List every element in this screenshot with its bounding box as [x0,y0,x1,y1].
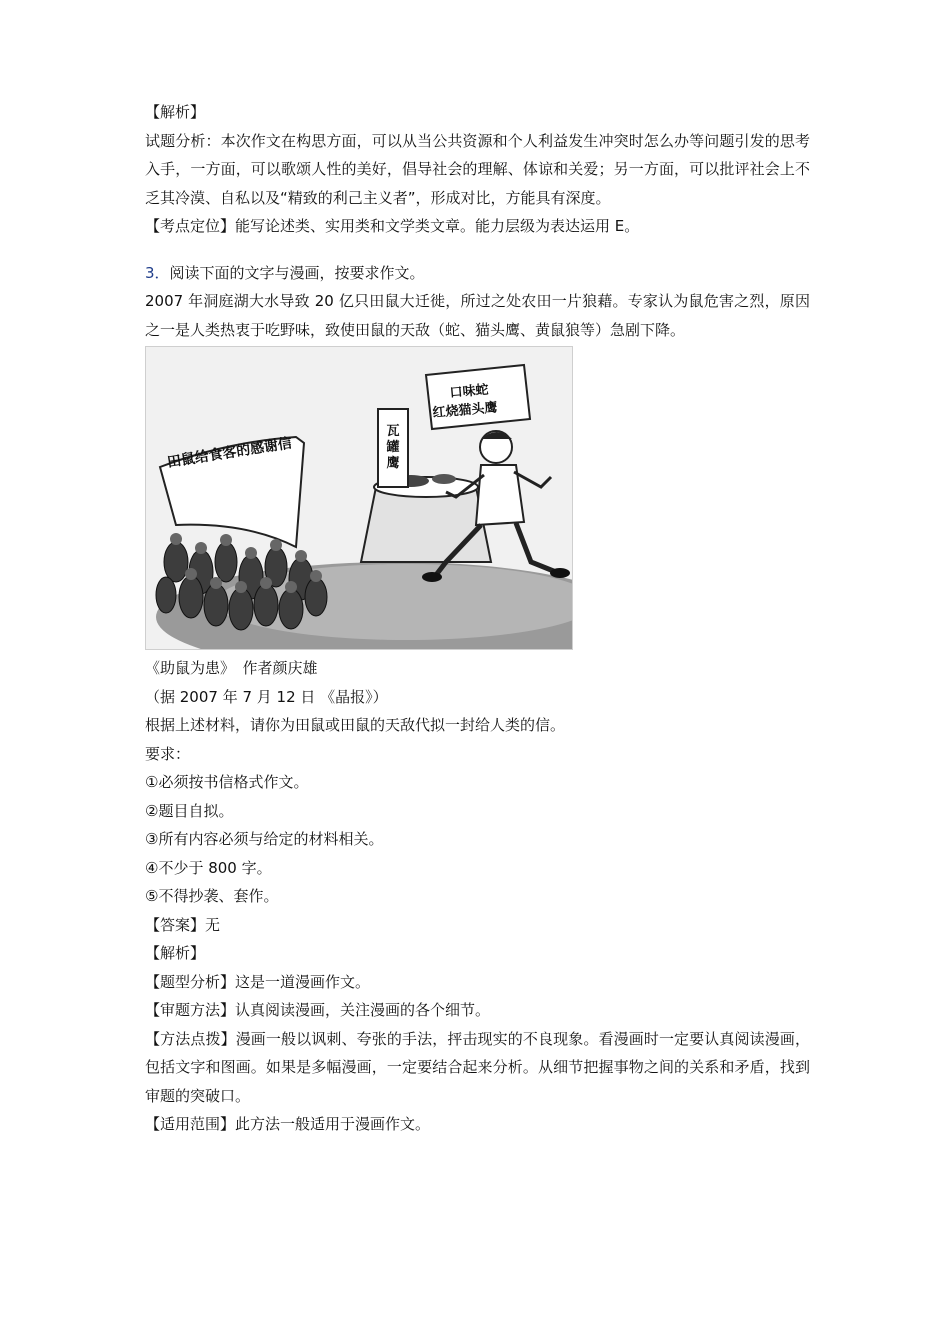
requirement-item: ③所有内容必须与给定的材料相关。 [145,830,384,848]
document-page [145,98,810,1139]
material-paragraph: 2007 年洞庭湖大水导致 20 亿只田鼠大迁徙，所过之处农田一片狼藉。专家认为鼠危害之烈，原因之一是人类热衷于吃野味，致使田鼠的天敌（蛇、猫头鹰、黄鼠狼等）急剧下降。 [145,292,810,339]
cartoon-figure [145,346,573,650]
type-analysis-line: 【题型分析】这是一道漫画作文。 [145,972,371,991]
cartoon-source: （据 2007 年 7 月 12 日 《晶报》） [145,687,388,706]
answer-line: 【答案】无 [145,915,221,934]
cartoon-sign-right-line2: 红烧猫头鹰 [432,400,499,421]
question-3-prompt [145,259,810,288]
kaodian-line: 【考点定位】能写论述类、实用类和文学类文章。能力层级为表达运用 E。 [145,217,640,235]
scope-line: 【适用范围】此方法一般适用于漫画作文。 [145,1115,431,1133]
requirement-item: ⑤不得抄袭、套作。 [145,887,279,905]
analysis-paragraph: 试题分析：本次作文在构思方面，可以从当公共资源和个人利益发生冲突时怎么办等问题引发的思考入手，一方面，可以歌颂人性的美好，倡导社会的理解、体谅和关爱；另一方面，可以批评社会上不乏其冷漠、自私以及“精致的利己主义者”，形成对比，方能具有深度。 [145,131,810,207]
cartoon-image [146,347,572,649]
cartoon-caption: 《助鼠为患》 作者颜庆雄 [145,659,318,677]
requirements-heading: 要求： [145,744,191,763]
analysis-heading: 【解析】 [145,103,206,121]
question-prompt-text: 阅读下面的文字与漫画，按要求作文。 [169,263,425,282]
cartoon-banner: 田鼠给食客的感谢信 [166,435,294,471]
cartoon-sign-right-line1: 口味蛇 [449,382,490,401]
method-tips-paragraph: 【方法点拨】漫画一般以讽刺、夸张的手法，抨击现实的不良现象。看漫画时一定要认真阅读漫画，包括文字和图画。如果是多幅漫画，一定要结合起来分析。从细节把握事物之间的关系和矛盾，找到审题的突破口。 [145,1029,810,1105]
requirement-item: ①必须按书信格式作文。 [145,773,309,791]
analysis-heading-2: 【解析】 [145,944,206,962]
writing-task: 根据上述材料，请你为田鼠或田鼠的天敌代拟一封给人类的信。 [145,716,566,734]
requirement-item: ④不少于 800 字。 [145,858,272,877]
question-number: 3． [145,263,170,282]
requirement-item: ②题目自拟。 [145,801,234,820]
cartoon-sign-left: 瓦罐鹰 [386,424,400,471]
review-method-line: 【审题方法】认真阅读漫画，关注漫画的各个细节。 [145,1001,491,1019]
